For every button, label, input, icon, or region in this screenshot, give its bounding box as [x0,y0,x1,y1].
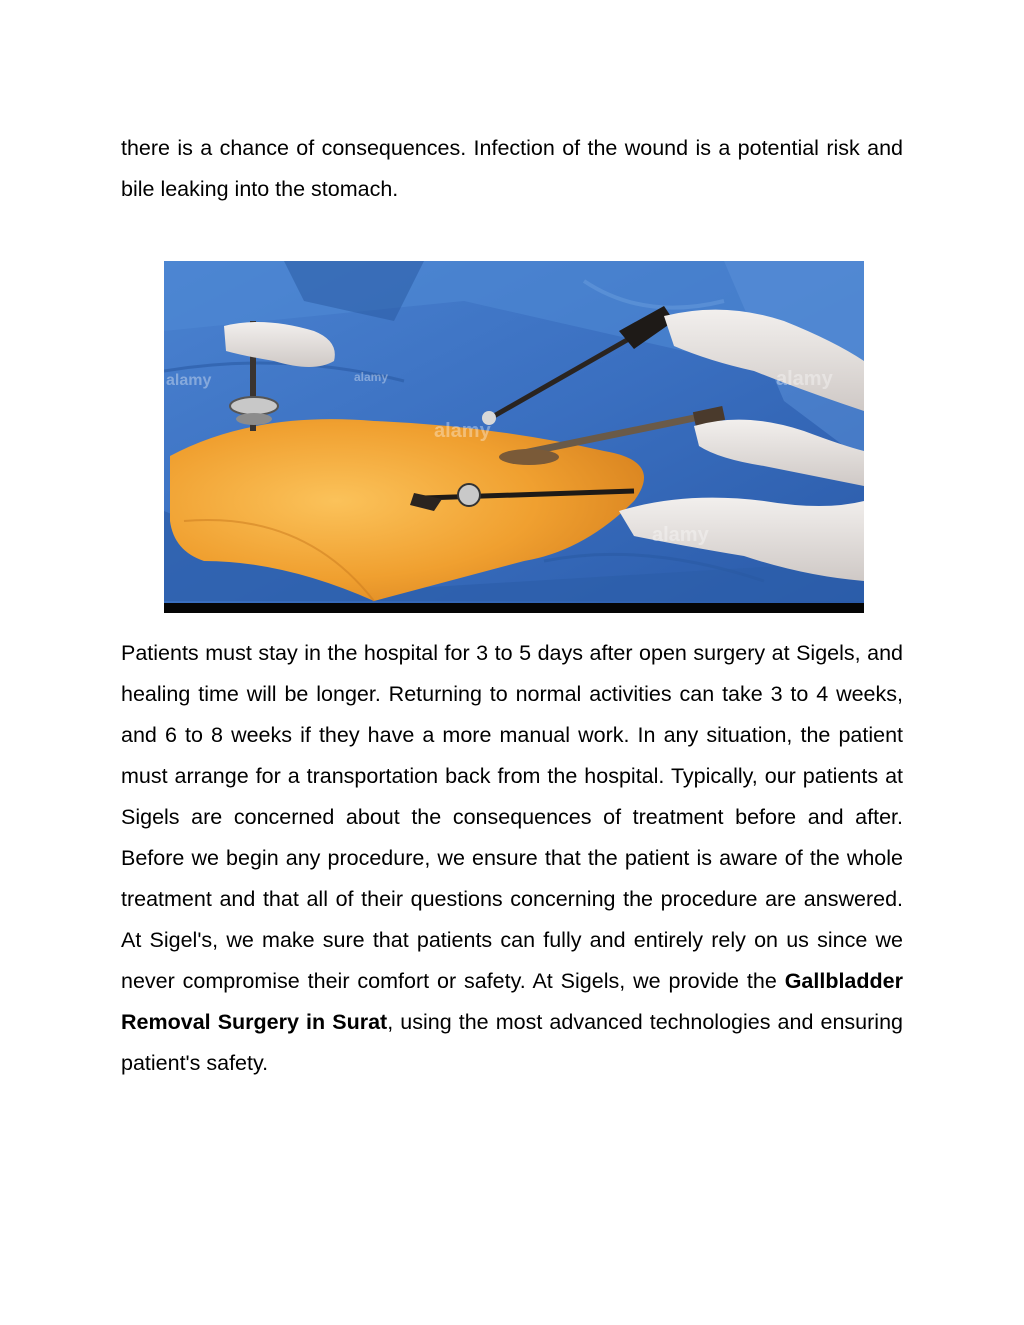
watermark-4: alamy [166,372,212,389]
laparoscopic-surgery-photo [164,261,864,613]
paragraph-recovery-ending: , using the most advanced technologies and ensuring patient's safety. [121,1010,903,1075]
photo-bottom-border [164,603,864,613]
watermark-1: alamy [776,368,833,390]
gallbladder-surgery-keyword: Gallbladder Removal Surgery in Surat [121,969,903,1034]
watermark-3: alamy [652,524,709,546]
paragraph-risks [121,128,903,210]
watermark-5: alamy [354,370,389,384]
paragraph-recovery [121,633,903,1084]
watermark-2: alamy [434,420,491,442]
paragraph-recovery-text: Patients must stay in the hospital for 3 to 5 days after open surgery at Sigels, and healing time will be longer. Returning to normal activities can take 3 to 4 weeks, and 6 to 8 weeks if they have a more manual work. In any situation, the patient must arrange for a transportation back from the hospital. Typically, our patients at Sigels are concerned about the consequences of treatment before and after. Before we begin any procedure, we ensure that the patient is aware of the whole treatment and that all of their questions concerning the procedure are answered. At Sigel's, we make sure that patients can fully and entirely rely on us since we never compromise their comfort or safety. At Sigels, we provide the [121,641,903,993]
paragraph-risks-text: there is a chance of consequences. Infection of the wound is a potential risk and bile leaking into the stomach. [121,136,903,201]
